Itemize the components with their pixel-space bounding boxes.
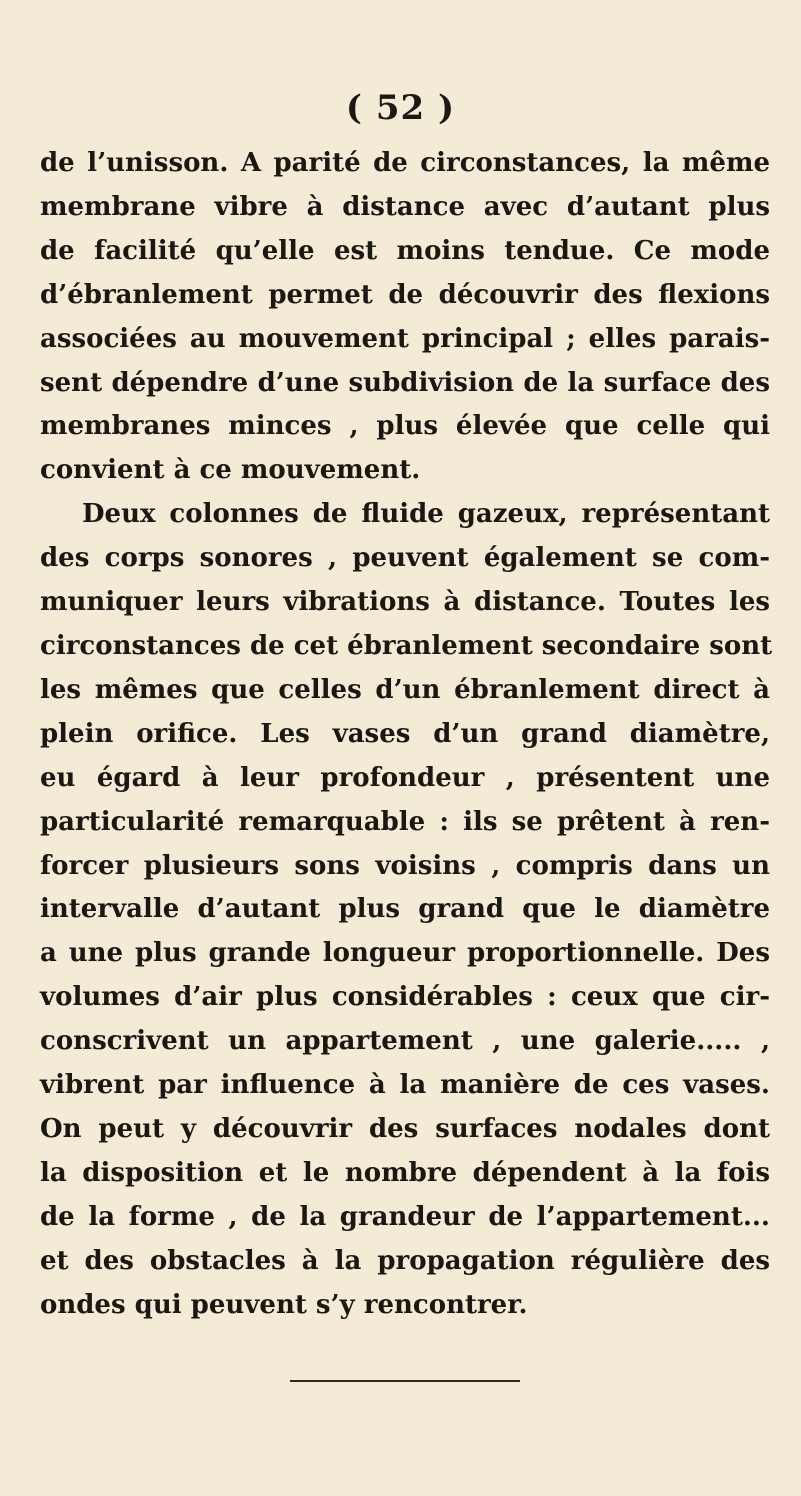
text-line: forcer plusieurs sons voisins , compris dans un	[40, 850, 770, 881]
text-line: volumes d’air plus considérables : ceux que cir-	[40, 982, 770, 1013]
text-line: et des obstacles à la propagation régulière des	[40, 1245, 770, 1276]
text-line: de l’unisson. A parité de circonstances, la même	[40, 148, 770, 178]
body-text	[40, 142, 773, 1327]
text-line: conscrivent un appartement , une galerie..... ,	[40, 1026, 770, 1057]
text-line: muniquer leurs vibrations à distance. Toutes les	[40, 587, 770, 618]
text-line: de facilité qu’elle est moins tendue. Ce mode	[40, 235, 770, 266]
text-line: eu égard à leur profondeur , présentent une	[40, 762, 770, 793]
text-line: intervalle d’autant plus grand que le diamètre	[40, 894, 770, 925]
text-line: vibrent par influence à la manière de ces vases.	[40, 1070, 770, 1101]
text-line: Deux colonnes de fluide gazeux, représentant	[82, 499, 770, 530]
text-line: membrane vibre à distance avec d’autant plus	[40, 191, 770, 222]
text-line: d’ébranlement permet de découvrir des flexions	[40, 279, 770, 310]
text-line: ondes qui peuvent s’y rencontrer.	[40, 1289, 528, 1320]
text-line: sent dépendre d’une subdivision de la surface des	[40, 367, 770, 398]
text-line: la disposition et le nombre dépendent à la fois	[40, 1157, 770, 1188]
text-line: les mêmes que celles d’un ébranlement direct à	[40, 674, 770, 705]
text-line: convient à ce mouvement.	[40, 455, 421, 486]
text-line: particularité remarquable : ils se prêtent à ren-	[40, 806, 770, 837]
page-number: ( 52 )	[345, 88, 456, 128]
text-line: a une plus grande longueur proportionnelle. Des	[40, 938, 770, 969]
text-line: de la forme , de la grandeur de l’appartement...	[40, 1201, 770, 1232]
section-divider-rule	[290, 1380, 520, 1382]
text-line: associées au mouvement principal ; elles parais-	[40, 323, 770, 354]
text-line: membranes minces , plus élevée que celle qui	[40, 411, 770, 442]
text-line: circonstances de cet ébranlement secondaire sont	[40, 630, 773, 661]
text-line: plein orifice. Les vases d’un grand diamètre,	[40, 718, 770, 749]
text-line: des corps sonores , peuvent également se com-	[40, 543, 770, 574]
text-line: On peut y découvrir des surfaces nodales dont	[40, 1113, 770, 1144]
